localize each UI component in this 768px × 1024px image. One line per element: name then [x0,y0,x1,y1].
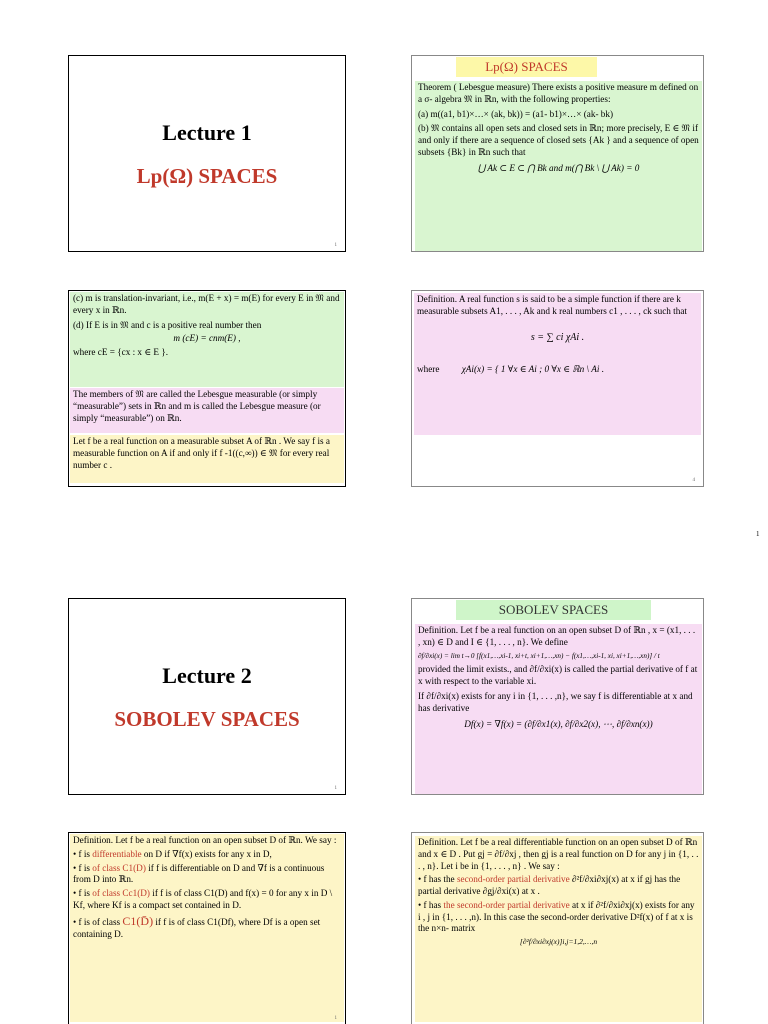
partial-provided: provided the limit exists., and ∂f/∂xi(x) is called the partial derivative of f at x with respect to the variable xi. [418,663,698,686]
partial-definition: Definition. Let f be a real function on an open subset D of ℝn , x = (x1, . . . , xn) ∈ D and I ∈ {1, . . . , n}. We define [418,625,696,647]
second-order-definition: Definition. Let f be a real differentiable function on an open subset D of ℝn and x ∈ D . Put gj = ∂f/∂xj , then gj is a real function on D for any j in {1, . . . , n}. Let i be in {1, . . . , n} . We say : [418,837,699,871]
theorem-text: Theorem ( Lebesgue measure) There exists a positive measure m defined on a σ- algebra 𝔐 in ℝn, with the following properties: [418,82,699,104]
lebesgue-formula: ⋃ Ak ⊂ E ⊂ ⋂ Bk and m(⋂ Bk \ ⋃ Ak) = 0 [477,162,640,173]
indicator-formula: χAi(x) = { 1 ∀x ∈ Ai ; 0 ∀x ∈ ℝn \ Ai . [461,364,604,375]
simple-function-definition: Definition. A real function s is said to be a simple function if there are k measurable subsets A1, . . . , Ak and k real numbers c1 , . . . , ck such that [417,294,687,316]
lecture-title: Lecture 1 [162,120,252,145]
classes-block [70,834,344,1022]
hessian-matrix: [∂²f/∂xi∂xj(x)]i,j=1,2,…,n [519,937,598,947]
classes-definition: Definition. Let f be a real function on an open subset D of ℝn. We say : [73,835,337,845]
bullet-differentiable: • f is differentiable on D if ∇f(x) exists for any x in D, [73,848,272,859]
slide-lecture-2-title [68,598,346,795]
slide-lecture-1-title [68,55,346,252]
slide-simple-function [411,290,704,487]
differentiable-text: If ∂f/∂xi(x) exists for any i in {1, . . . ,n}, we say f is differentiable at x and has derivative [418,691,693,714]
where-label: where [417,364,440,375]
bullet-class-c1: • f is of class C1(D) if f is differentiable on D and ∇f is a continuous from D into ℝn. [73,862,325,885]
slide-page-number: 4 [692,478,695,483]
page-number: 1 [756,530,760,538]
bullet-class-c1-closure: • f is of class C1(D̄) if f is of class C1(Df), where Df is a open set containing D. [73,913,321,939]
slide-differentiability-classes [68,832,346,1024]
slide-header: SOBOLEV SPACES [456,600,651,620]
scaling-where: where cE = {cx : x ∈ E }. [73,347,169,358]
slide-page-number: 1 [334,786,337,791]
second-order-block [415,836,702,1022]
measurable-function-block [70,435,344,483]
slide-second-order-derivative [411,832,704,1024]
partial-derivative-block [415,624,702,794]
lecture-subtitle: SOBOLEV SPACES [114,707,300,731]
slide-lebesgue-properties [68,290,346,487]
property-d: (d) If E is in 𝔐 and c is a positive real number then [73,319,262,330]
bullet-second-order-partial: • f has the second-order partial derivative ∂²f/∂xi∂xj(x) at x if gj has the partial derivative ∂gj/∂xi(x) at x . [418,874,681,897]
property-c: (c) m is translation-invariant, i.e., m(E + x) = m(E) for every E in 𝔐 and every x in ℝn. [73,293,340,315]
theorem-block [415,81,702,251]
slide-lp-theorem [411,55,704,252]
slide-header: Lp(Ω) SPACES [456,57,597,77]
slide-page-number: 1 [334,1016,337,1021]
simple-function-formula: s = ∑ ci χAi . [530,331,585,343]
members-block [70,388,344,433]
property-b: (b) 𝔐 contains all open sets and closed sets in ℝn; more precisely, E ∈ 𝔐 if and only if there are a sequence of closed sets {Ak } and a sequence of open subsets {Bk} in ℝn such that [418,123,699,157]
members-text: The members of 𝔐 are called the Lebesgue measurable (or simply “measurable”) sets in ℝn and m is called the Lebesgue measure (or simply “measurable”) on ℝn. [73,389,321,423]
partial-formula: ∂f/∂xi(x) = lim t→0 [f(x1,…,xi-1, xi+t, xi+1,…,xn) − f(x1,…,xi-1, xi, xi+1,…,xn)] / t [418,651,660,660]
bullet-class-cc1: • f is of class Cc1(D) if f is of class C1(D) and f(x) = 0 for any x in D \ Kf, where Kf is a compact set contained in D. [73,888,333,910]
lecture-title: Lecture 2 [162,663,252,688]
measurable-function-text: Let f be a real function on a measurable subset A of ℝn . We say f is a measurable function on A if and only if f -1((c,∞)) ∈ 𝔐 for every real number c . [73,436,331,470]
gradient-formula: Df(x) = ∇f(x) = (∂f/∂x1(x), ∂f/∂x2(x), ⋯, ∂f/∂xn(x)) [464,718,653,729]
slide-page-number: 1 [334,243,337,248]
lecture-subtitle: Lp(Ω) SPACES [136,164,278,188]
bullet-second-order-derivative: • f has the second-order partial derivative at x if ∂²f/∂xi∂xj(x) exists for any i , j in {1, . . . ,n). In this case the second-order derivative D²f(x) of f at x is the n×n- matrix [418,899,695,934]
simple-function-block [414,293,701,435]
property-a: (a) m((a1, b1)×…× (ak, bk)) = (a1- b1)×…× (ak- bk) [418,108,614,119]
indicator-definition [417,364,698,376]
properties-cd-block [70,292,344,387]
scaling-formula: m (cE) = cnm(E) , [173,333,241,344]
slide-sobolev-partial [411,598,704,795]
